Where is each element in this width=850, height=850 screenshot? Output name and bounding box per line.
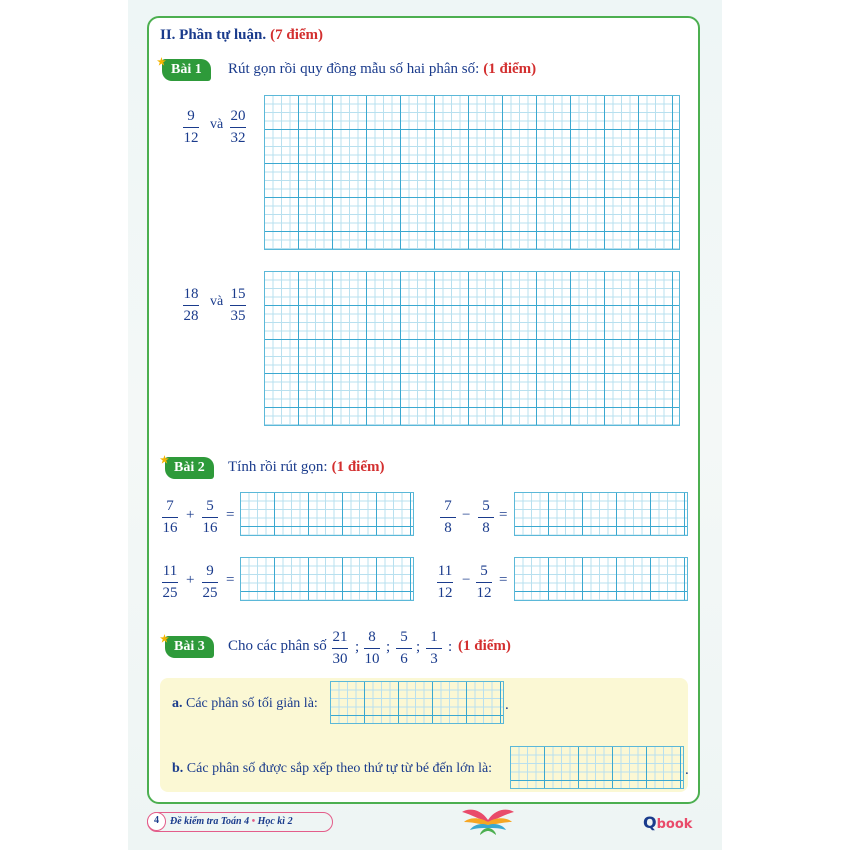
separator: ; [355,639,360,655]
part-b-label: b. Các phân số được sắp xếp theo thứ tự từ bé đến lớn là: [172,761,493,776]
section-title: II. Phần tự luận. (7 điểm) [160,27,324,43]
fraction: 9 25 [202,563,218,601]
bai2-instruction: Tính rồi rút gọn: (1 điểm) [228,459,385,475]
bai2-badge: ★ Bài 2 [165,457,214,479]
operator: + [186,507,195,523]
fraction: 5 8 [478,498,494,537]
fraction: 5 12 [476,563,492,601]
answer-grid-5[interactable] [240,557,414,601]
star-icon: ★ [160,455,169,466]
equals-sign: = [226,507,235,523]
fraction: 15 35 [230,286,246,324]
fraction: 7 8 [440,498,456,537]
separator: : [448,639,453,655]
equals-sign: = [499,507,508,523]
bai3-badge: ★ Bài 3 [165,636,214,658]
bai3-points-wrap [458,638,511,655]
section-points: (7 điểm) [270,27,324,43]
star-icon: ★ [157,57,166,68]
end-dot: . [685,762,689,778]
fraction: 9 12 [183,108,199,146]
operator: + [186,572,195,588]
operator: − [462,507,471,523]
bai2-points: (1 điểm) [331,459,385,475]
separator: ; [416,639,421,655]
answer-grid-4[interactable] [514,492,688,536]
answer-grid-8[interactable] [510,746,684,789]
operator: − [462,572,471,588]
fraction: 20 32 [230,108,246,146]
bai3-instruction: Cho các phân số [228,638,327,654]
fraction: 8 10 [364,629,380,667]
fraction: 11 25 [162,563,178,601]
equals-sign: = [226,572,235,588]
separator: ; [386,639,391,655]
part-a-label: a. Các phân số tối giản là: [172,696,318,711]
star-icon: ★ [160,634,169,645]
fraction: 7 16 [162,498,178,536]
footer-title: 4 Đề kiểm tra Toán 4 • Học kì 2 [147,812,333,832]
answer-grid-6[interactable] [514,557,688,601]
fraction: 21 30 [332,629,348,667]
fraction: 1 3 [426,629,442,668]
answer-grid-2[interactable] [264,271,680,426]
answer-grid-3[interactable] [240,492,414,536]
equals-sign: = [499,572,508,588]
bai1-points: (1 điểm) [483,61,537,77]
conjunction: và [210,294,224,309]
conjunction: và [210,117,224,132]
bai3-points: (1 điểm) [458,638,511,654]
fraction: 11 12 [437,563,453,601]
end-dot: . [505,697,509,713]
fraction: 5 16 [202,498,218,536]
bai1-badge: ★ Bài 1 [162,59,211,81]
answer-grid-7[interactable] [330,681,504,724]
answer-grid-1[interactable] [264,95,680,250]
bai1-instruction: Rút gọn rồi quy đồng mẫu số hai phân số: (1 điểm) [228,61,537,77]
fraction: 18 28 [183,286,199,324]
page-number: 4 [147,812,166,831]
fraction: 5 6 [396,629,412,668]
brand-logo: Qbook [643,813,693,832]
wings-logo-icon [462,806,514,836]
